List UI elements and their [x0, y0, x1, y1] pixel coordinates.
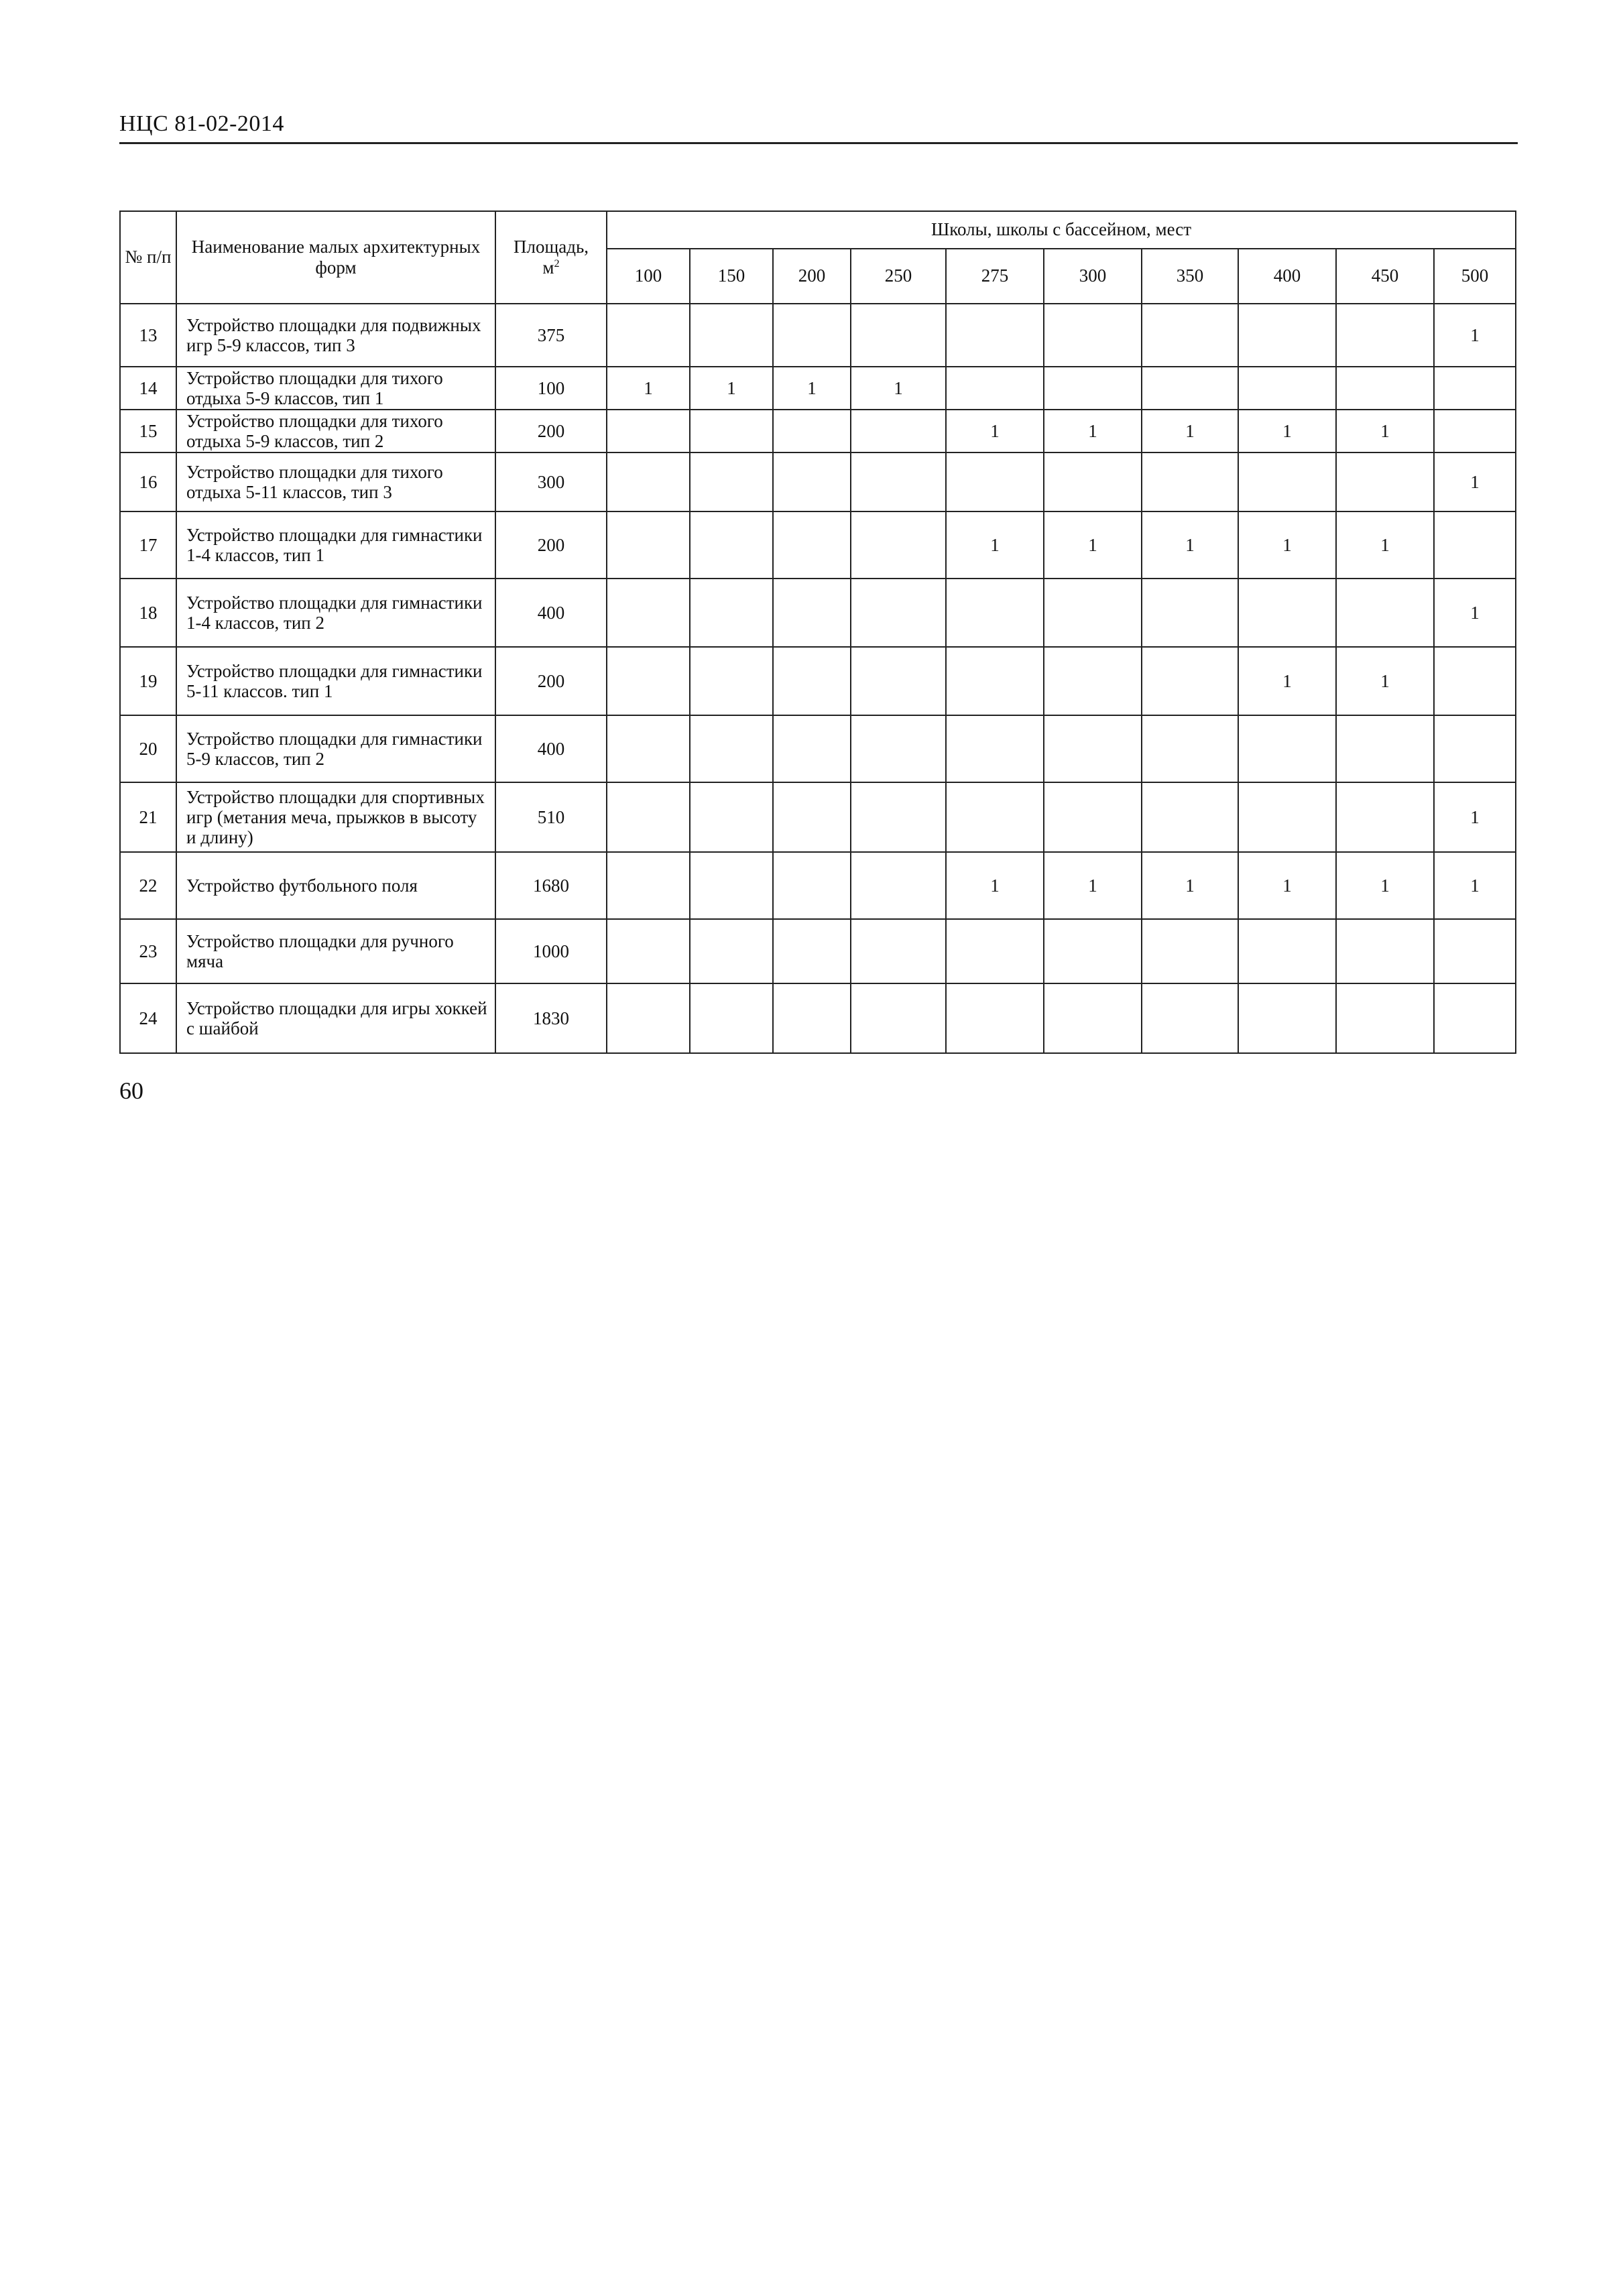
row-capacity-cell — [1142, 782, 1238, 852]
row-capacity-cell — [1336, 452, 1434, 511]
row-capacity-cell — [1238, 579, 1336, 647]
row-capacity-cell — [773, 579, 851, 647]
row-capacity-cell — [1336, 919, 1434, 983]
row-capacity-cell — [607, 452, 690, 511]
row-capacity-cell — [607, 511, 690, 579]
row-capacity-cell — [851, 715, 946, 782]
row-capacity-cell: 1 — [851, 367, 946, 410]
row-capacity-cell — [690, 983, 773, 1053]
row-capacity-cell: 1 — [1336, 852, 1434, 919]
col-header-capacity: 100 — [607, 249, 690, 304]
table-row — [120, 983, 1516, 1053]
row-capacity-cell — [946, 367, 1044, 410]
row-capacity-cell: 1 — [1434, 579, 1516, 647]
row-name: Устройство площадки для тихого отдыха 5-9 классов, тип 2 — [176, 410, 495, 452]
row-capacity-cell — [851, 410, 946, 452]
row-name: Устройство площадки для гимнастики 5-9 классов, тип 2 — [176, 715, 495, 782]
col-header-area-label: Площадь, — [513, 236, 589, 257]
row-capacity-cell — [607, 715, 690, 782]
row-name: Устройство площадки для тихого отдыха 5-11 классов, тип 3 — [176, 452, 495, 511]
row-capacity-cell — [946, 647, 1044, 715]
row-capacity-cell — [851, 511, 946, 579]
row-capacity-cell — [607, 919, 690, 983]
table-row — [120, 410, 1516, 452]
row-area: 1000 — [495, 919, 607, 983]
row-number: 21 — [120, 782, 176, 852]
row-capacity-cell — [851, 983, 946, 1053]
table-body — [120, 304, 1516, 1053]
row-area: 375 — [495, 304, 607, 367]
row-capacity-cell: 1 — [1434, 452, 1516, 511]
col-header-capacity: 200 — [773, 249, 851, 304]
table-row — [120, 304, 1516, 367]
col-header-capacity: 400 — [1238, 249, 1336, 304]
row-area: 400 — [495, 579, 607, 647]
table-row — [120, 367, 1516, 410]
row-number: 14 — [120, 367, 176, 410]
row-area: 200 — [495, 410, 607, 452]
row-area: 300 — [495, 452, 607, 511]
row-capacity-cell — [607, 647, 690, 715]
row-capacity-cell — [1238, 782, 1336, 852]
row-capacity-cell — [690, 452, 773, 511]
col-header-capacity: 275 — [946, 249, 1044, 304]
row-capacity-cell — [690, 647, 773, 715]
row-capacity-cell — [946, 983, 1044, 1053]
row-area: 200 — [495, 647, 607, 715]
row-capacity-cell — [1142, 919, 1238, 983]
row-capacity-cell — [1142, 983, 1238, 1053]
col-header-capacity: 450 — [1336, 249, 1434, 304]
row-capacity-cell — [1142, 579, 1238, 647]
row-capacity-cell: 1 — [773, 367, 851, 410]
row-capacity-cell — [690, 304, 773, 367]
row-capacity-cell: 1 — [1336, 410, 1434, 452]
row-name: Устройство площадки для ручного мяча — [176, 919, 495, 983]
row-capacity-cell: 1 — [1336, 647, 1434, 715]
row-capacity-cell: 1 — [946, 511, 1044, 579]
row-area: 510 — [495, 782, 607, 852]
table-row — [120, 511, 1516, 579]
row-capacity-cell — [1142, 304, 1238, 367]
row-number: 17 — [120, 511, 176, 579]
row-number: 15 — [120, 410, 176, 452]
row-capacity-cell — [1434, 410, 1516, 452]
row-name: Устройство площадки для гимнастики 1-4 классов, тип 2 — [176, 579, 495, 647]
row-capacity-cell — [1336, 715, 1434, 782]
row-capacity-cell — [1434, 511, 1516, 579]
row-capacity-cell — [607, 852, 690, 919]
row-capacity-cell — [773, 647, 851, 715]
table-row — [120, 715, 1516, 782]
row-capacity-cell — [851, 579, 946, 647]
row-capacity-cell — [607, 782, 690, 852]
row-capacity-cell — [690, 579, 773, 647]
row-capacity-cell — [1434, 647, 1516, 715]
table-row — [120, 647, 1516, 715]
row-number: 20 — [120, 715, 176, 782]
row-capacity-cell — [1044, 782, 1142, 852]
row-area: 200 — [495, 511, 607, 579]
row-capacity-cell — [1142, 367, 1238, 410]
row-capacity-cell — [1336, 579, 1434, 647]
row-capacity-cell — [773, 919, 851, 983]
row-capacity-cell — [607, 304, 690, 367]
row-capacity-cell — [1434, 919, 1516, 983]
row-number: 24 — [120, 983, 176, 1053]
row-number: 13 — [120, 304, 176, 367]
row-capacity-cell: 1 — [1434, 304, 1516, 367]
col-header-name: Наименование малых архитектурных форм — [176, 211, 495, 304]
row-capacity-cell — [690, 715, 773, 782]
row-capacity-cell: 1 — [1238, 410, 1336, 452]
row-capacity-cell — [773, 452, 851, 511]
row-capacity-cell — [607, 983, 690, 1053]
row-capacity-cell — [607, 579, 690, 647]
row-capacity-cell — [773, 782, 851, 852]
header-divider — [119, 142, 1518, 144]
header-row-top — [120, 211, 1516, 249]
row-capacity-cell — [1238, 452, 1336, 511]
row-capacity-cell — [946, 579, 1044, 647]
document-code: НЦС 81-02-2014 — [119, 111, 284, 136]
row-capacity-cell — [1044, 579, 1142, 647]
row-name: Устройство площадки для гимнастики 1-4 классов, тип 1 — [176, 511, 495, 579]
row-number: 19 — [120, 647, 176, 715]
row-number: 22 — [120, 852, 176, 919]
row-capacity-cell: 1 — [1238, 647, 1336, 715]
row-capacity-cell: 1 — [1336, 511, 1434, 579]
row-capacity-cell — [1238, 367, 1336, 410]
row-capacity-cell — [1336, 304, 1434, 367]
row-name: Устройство футбольного поля — [176, 852, 495, 919]
table-row — [120, 452, 1516, 511]
col-header-capacity: 500 — [1434, 249, 1516, 304]
row-capacity-cell — [1238, 919, 1336, 983]
row-capacity-cell — [1044, 715, 1142, 782]
row-capacity-cell — [1142, 647, 1238, 715]
row-capacity-cell — [851, 304, 946, 367]
row-capacity-cell — [1336, 782, 1434, 852]
row-capacity-cell — [1238, 983, 1336, 1053]
row-capacity-cell — [1044, 983, 1142, 1053]
row-capacity-cell — [1336, 367, 1434, 410]
row-capacity-cell — [690, 919, 773, 983]
row-capacity-cell — [1044, 452, 1142, 511]
row-area: 100 — [495, 367, 607, 410]
row-capacity-cell — [773, 715, 851, 782]
row-capacity-cell — [690, 410, 773, 452]
table-row — [120, 919, 1516, 983]
row-capacity-cell — [773, 983, 851, 1053]
row-capacity-cell: 1 — [1142, 852, 1238, 919]
row-capacity-cell — [946, 452, 1044, 511]
row-capacity-cell — [946, 782, 1044, 852]
row-number: 16 — [120, 452, 176, 511]
row-capacity-cell — [1434, 715, 1516, 782]
row-capacity-cell — [690, 782, 773, 852]
row-name: Устройство площадки для тихого отдыха 5-9 классов, тип 1 — [176, 367, 495, 410]
row-capacity-cell: 1 — [1238, 852, 1336, 919]
row-capacity-cell — [690, 511, 773, 579]
row-number: 23 — [120, 919, 176, 983]
row-capacity-cell: 1 — [1434, 852, 1516, 919]
row-capacity-cell: 1 — [1142, 511, 1238, 579]
table-row — [120, 579, 1516, 647]
row-capacity-cell: 1 — [1044, 511, 1142, 579]
row-area: 1830 — [495, 983, 607, 1053]
row-capacity-cell: 1 — [1142, 410, 1238, 452]
row-capacity-cell — [851, 782, 946, 852]
row-area: 1680 — [495, 852, 607, 919]
col-header-capacity: 250 — [851, 249, 946, 304]
row-name: Устройство площадки для игры хоккей с шайбой — [176, 983, 495, 1053]
row-capacity-cell — [690, 852, 773, 919]
row-capacity-cell — [1044, 647, 1142, 715]
row-capacity-cell: 1 — [946, 852, 1044, 919]
row-capacity-cell — [1044, 919, 1142, 983]
row-capacity-cell — [1044, 304, 1142, 367]
row-name: Устройство площадки для гимнастики 5-11 классов. тип 1 — [176, 647, 495, 715]
col-header-area-unit: м — [542, 257, 554, 278]
row-capacity-cell — [773, 304, 851, 367]
row-capacity-cell — [1434, 367, 1516, 410]
row-capacity-cell — [1238, 304, 1336, 367]
row-capacity-cell — [773, 511, 851, 579]
row-capacity-cell — [946, 304, 1044, 367]
row-capacity-cell: 1 — [1434, 782, 1516, 852]
row-area: 400 — [495, 715, 607, 782]
row-capacity-cell — [1044, 367, 1142, 410]
row-capacity-cell: 1 — [690, 367, 773, 410]
table-row — [120, 782, 1516, 852]
row-capacity-cell — [851, 452, 946, 511]
row-capacity-cell — [851, 852, 946, 919]
col-header-capacity: 300 — [1044, 249, 1142, 304]
row-capacity-cell: 1 — [1044, 852, 1142, 919]
page-number: 60 — [119, 1077, 143, 1104]
row-capacity-cell — [1336, 983, 1434, 1053]
table-row — [120, 852, 1516, 919]
col-header-num: № п/п — [120, 211, 176, 304]
specification-table — [119, 210, 1516, 1054]
row-number: 18 — [120, 579, 176, 647]
row-capacity-cell — [851, 647, 946, 715]
row-capacity-cell — [773, 410, 851, 452]
col-header-area — [495, 211, 607, 304]
row-capacity-cell: 1 — [1044, 410, 1142, 452]
row-capacity-cell — [946, 715, 1044, 782]
col-header-capacity: 150 — [690, 249, 773, 304]
row-name: Устройство площадки для спортивных игр (метания меча, прыжков в высоту и длину) — [176, 782, 495, 852]
row-capacity-cell: 1 — [607, 367, 690, 410]
row-capacity-cell: 1 — [946, 410, 1044, 452]
row-capacity-cell: 1 — [1238, 511, 1336, 579]
row-capacity-cell — [1238, 715, 1336, 782]
col-header-group: Школы, школы с бассейном, мест — [607, 211, 1516, 249]
row-capacity-cell — [851, 919, 946, 983]
row-name: Устройство площадки для подвижных игр 5-9 классов, тип 3 — [176, 304, 495, 367]
row-capacity-cell — [607, 410, 690, 452]
row-capacity-cell — [1434, 983, 1516, 1053]
row-capacity-cell — [946, 919, 1044, 983]
col-header-capacity: 350 — [1142, 249, 1238, 304]
row-capacity-cell — [773, 852, 851, 919]
row-capacity-cell — [1142, 715, 1238, 782]
col-header-area-unit-sup: 2 — [554, 257, 560, 269]
specification-table-container — [119, 210, 1515, 1054]
row-capacity-cell — [1142, 452, 1238, 511]
